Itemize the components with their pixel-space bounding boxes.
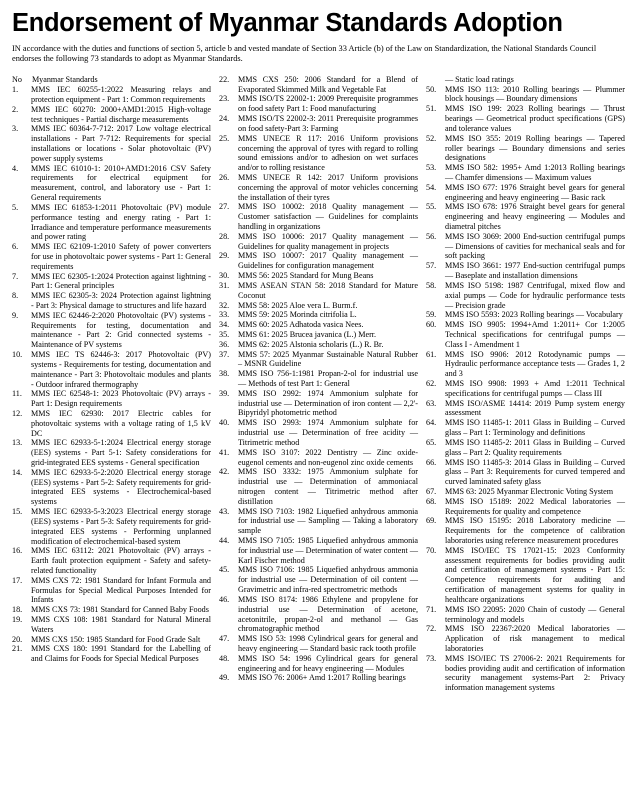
item-number: 27. (219, 202, 230, 212)
item-number: 31. (219, 280, 230, 290)
list-item (12, 85, 211, 105)
item-text: MMS ISO 199: 2023 Rolling bearings — Thrust bearings — Geometrical product specifications (GPS) and tolerance values (445, 104, 625, 133)
item-text: MMS ISO 678: 1976 Straight bevel gears for general engineering and heavy engineering — Modules and diametral pitches (445, 202, 625, 231)
item-text: MMS ISO 7105: 1985 Liquefied anhydrous ammonia for industrial use — Determination of water content — Karl Fischer method (238, 536, 418, 565)
item-text: MMS ISO 2993: 1974 Ammonium sulphate for industrial use — Determination of free acidity — Titrimetric method (238, 418, 418, 447)
list-item (12, 409, 211, 438)
item-text: MMS IEC 62933-5-3:2023 Electrical energy storage (EES) systems - Part 5-3: Safety requirements for grid-integrated EES systems - Performing unplanned modification of electrochemical-based system (31, 507, 211, 546)
item-text: MMS IEC 61010-1: 2010+AMD1:2016 CSV Safety requirements for electrical equipment for measurement, control, and laboratory use - Part 1: General requirements (31, 163, 211, 203)
item-number: 39. (219, 388, 230, 398)
item-text: MMS ISO 22367:2020 Medical laboratories — Application of risk management to medical laboratories (445, 624, 625, 653)
list-item (426, 350, 625, 379)
item-text: MMS IEC 60270: 2000+AMD1:2015 High-voltage test techniques - Partial discharge measurements (31, 104, 211, 124)
item-text: MMS ISO 11485-3: 2014 Glass in Building – Curved glass – Part 3: Requirements for curved tempered and curved laminated safety glass (445, 457, 625, 487)
item-number: 13. (12, 438, 23, 448)
list-item (219, 281, 418, 301)
item-text: MMS IEC 60364-7-712: 2017 Low voltage electrical installations - Part 7-712: Requirements for special installations or locations - Solar photovoltaic (PV) power supply systems (31, 124, 211, 163)
item-text: MMS CXS 150: 1985 Standard for Food Grade Salt (31, 634, 201, 644)
list-item (219, 134, 418, 173)
item-number: 59. (426, 310, 437, 320)
item-text: MMS ISO/TS 22002-1: 2009 Prerequisite programmes on food safety Part 1: Food manufacturing (238, 94, 418, 114)
item-number: 28. (219, 231, 230, 241)
header-no: No (12, 74, 22, 84)
item-text: MMS ASEAN STAN 58: 2018 Standard for Mature Coconut (238, 280, 418, 300)
list-item (12, 124, 211, 163)
item-number: 23. (219, 94, 230, 104)
list-item (426, 605, 625, 625)
list-item (219, 301, 418, 311)
item-text: MMS ISO 9905: 1994+Amd 1:2011+ Cor 1:2005 Technical specifications for centrifugal pumps — Class I - Amendment 1 (445, 320, 625, 349)
list-item (426, 624, 625, 653)
list-item (219, 330, 418, 340)
list-item (219, 369, 418, 389)
item-text: MMS IEC 62305-1:2024 Protection against lightning - Part 1: General principles (31, 271, 211, 291)
item-text: MMS ISO 7106: 1985 Liquefied anhydrous ammonia for industrial use — Determination of oil content — Gravimetric and infra-red spectrometric methods (238, 565, 418, 595)
item-number: 36. (219, 339, 230, 349)
item-text: MMS ISO 5198: 1987 Centrifugal, mixed flow and axial pumps — Code for hydraulic performance tests — Precision grade (445, 280, 625, 310)
list-item (426, 497, 625, 517)
item-number: 9. (12, 310, 19, 320)
list-item (12, 615, 211, 635)
list-item (219, 418, 418, 447)
list-item (12, 242, 211, 271)
item-text: MMS ISO 3661: 1977 End-suction centrifugal pumps — Baseplate and installation dimensions (445, 261, 625, 281)
item-text: MMS 61: 2025 Brucea javanica (L.) Merr. (238, 329, 377, 339)
item-number: 52. (426, 133, 437, 143)
item-number: 71. (426, 604, 437, 614)
item-number: 19. (12, 615, 23, 624)
intro-paragraph: IN accordance with the duties and functions of section 5, article b and vested mandate of Section 33 Article (b) of the Law on Standardization, the National Standards Council endorses the following 73 standards to adopt as Myanmar Standards. (12, 44, 597, 64)
item-number: 10. (12, 350, 23, 360)
list-item (426, 516, 625, 545)
list-item (219, 350, 418, 370)
item-number: 3. (12, 124, 19, 134)
item-number: 24. (219, 114, 230, 124)
list-item (219, 673, 418, 683)
item-number: 17. (12, 575, 23, 585)
item-number: 62. (426, 379, 437, 388)
item-number: 66. (426, 457, 437, 467)
list-item (219, 114, 418, 134)
item-number: 68. (426, 496, 437, 506)
item-text: MMS 63: 2025 Myanmar Electronic Voting System (445, 486, 614, 496)
header-label: Myanmar Standards (31, 74, 98, 84)
item-text: MMS ISO 10002: 2018 Quality management — Customer satisfaction — Guidelines for complaints handling in organizations (238, 202, 418, 231)
item-number: 50. (426, 84, 437, 94)
item-number: 35. (219, 329, 230, 339)
column-3 (426, 75, 625, 693)
item-text: MMS ISO 3069: 2000 End-suction centrifugal pumps — Dimensions of cavities for mechanical seals and for soft packing (445, 231, 625, 261)
item-number: 44. (219, 536, 230, 545)
item-number: 40. (219, 418, 230, 428)
item-number: 26. (219, 172, 230, 182)
list-item (12, 576, 211, 605)
list-item (12, 105, 211, 125)
item-number: 20. (12, 634, 23, 644)
item-text: MMS ISO 355: 2019 Rolling bearings — Tapered roller bearings — Boundary dimensions and series designations (445, 133, 625, 163)
item-number: 16. (12, 546, 23, 556)
item-number: 60. (426, 320, 437, 330)
list-item (12, 438, 211, 467)
item-text: MMS UNECE R 142: 2017 Uniform provisions concerning the approval of motor vehicles concerning the installation of their tyres (238, 172, 418, 202)
list-item (219, 565, 418, 594)
list-item (12, 468, 211, 507)
item-number: 47. (219, 634, 230, 644)
list-item (219, 173, 418, 202)
item-text: MMS CXS 73: 1981 Standard for Canned Baby Foods (31, 605, 209, 615)
item-text: MMS IEC 62548-1: 2023 Photovoltaic (PV) arrays - Part 1: Design requirements (31, 389, 211, 409)
item-text: MMS ISO 8174: 1986 Ethylene and propylene for industrial use — Determination of acetone, acetonitrile, propan-2-ol and methanol — Gas chromatographic method (238, 594, 418, 634)
item-text: MMS ISO 2992: 1974 Ammonium sulphate for industrial use — Determination of iron content — 2,2'- Bipyridyl photometric method (238, 388, 418, 418)
column-2 (219, 75, 418, 693)
item-text: MMS IEC 62930: 2017 Electric cables for photovoltaic systems with a voltage rating of 1,5 kV DC (31, 408, 211, 438)
item-number: 72. (426, 624, 437, 634)
column-1 (12, 75, 211, 693)
list-item (219, 202, 418, 231)
item-text: MMS ISO 7103: 1982 Liquefied anhydrous ammonia for industrial use — Sampling — Taking a laboratory sample (238, 506, 418, 536)
item-number: 37. (219, 349, 230, 359)
list-item (426, 379, 625, 399)
item-number: 33. (219, 310, 230, 320)
item-number: 57. (426, 261, 437, 271)
item-text: MMS 58: 2025 Aloe vera L. Burm.f. (238, 300, 358, 310)
item-text: MMS 57: 2025 Myanmar Sustainable Natural Rubber – MSNR Guideline (238, 349, 418, 369)
item-text: MMS IEC 63112: 2021 Photovoltaic (PV) arrays - Earth fault protection equipment - Safety and safety-related functionality (31, 546, 211, 575)
item-text: MMS ISO 22095: 2020 Chain of custody — General terminology and models (445, 604, 625, 624)
list-item (12, 507, 211, 546)
item-text: MMS IEC 62933-5-2:2020 Electrical energy storage (EES) systems - Part 5-2: Safety requirements for grid-integrated EES systems - Electrochemical-based systems (31, 467, 211, 507)
item-text: MMS 59: 2025 Morinda citrifolia L. (238, 310, 357, 320)
item-text: MMS IEC 60255-1:2022 Measuring relays and protection equipment - Part 1: Common requirements (31, 85, 211, 104)
list-item (426, 183, 625, 203)
item-text: MMS ISO 15195: 2018 Laboratory medicine — Requirements for the competence of calibration laboratories using reference measurement procedures (445, 516, 625, 545)
list-item (219, 654, 418, 674)
list-item (12, 605, 211, 615)
item-text: MMS ISO 15189: 2022 Medical laboratories — Requirements for quality and competence (445, 496, 625, 516)
list-item (12, 350, 211, 389)
item-number: 54. (426, 182, 437, 192)
item-text: MMS ISO/IEC TS 17021-15: 2023 Conformity assessment requirements for bodies providing audit and certification of management systems - Part 15: Competence requirements for auditing and certification of management systems for quality in healthcare organizations (445, 545, 625, 604)
item-text: MMS ISO 11485-2: 2011 Glass in Building – Curved glass – Part 2: Quality requirements (445, 437, 625, 457)
list-item (426, 546, 625, 605)
item-text: MMS IEC TS 62446-3: 2017 Photovoltaic (PV) systems - Requirements for testing, documentation and maintenance - Part 3: Photovoltaic modules and plants - Outdoor infrared thermography (31, 350, 211, 389)
item-text: MMS 60: 2025 Adhatoda vasica Nees. (238, 320, 364, 330)
list-item (219, 536, 418, 565)
list-item (426, 104, 625, 133)
item-number: 4. (12, 163, 19, 173)
item-number: 41. (219, 447, 230, 457)
item-number: 32. (219, 300, 230, 310)
item-number: 34. (219, 320, 230, 330)
item-text: MMS ISO 3107: 2022 Dentistry — Zinc oxide-eugenol cements and non-eugenol zinc oxide cements (238, 447, 418, 467)
item-text: MMS ISO/ASME 14414: 2019 Pump system energy assessment (445, 398, 625, 418)
item-text: MMS ISO 5593: 2023 Rolling bearings — Vocabulary (445, 310, 623, 320)
item-text: MMS ISO/TS 22002-3: 2011 Prerequisite programmes on food safety-Part 3: Farming (238, 114, 418, 133)
list-item (426, 458, 625, 487)
item-number: 53. (426, 163, 437, 173)
list-item (426, 202, 625, 231)
standards-list (12, 75, 625, 693)
item-text: MMS ISO 9908: 1993 + Amd 1:2011 Technical specifications for centrifugal pumps — Class III (445, 379, 625, 398)
item-number: 15. (12, 507, 23, 517)
item-number: 11. (12, 389, 22, 399)
list-item (426, 85, 625, 105)
list-item (219, 507, 418, 536)
list-item (219, 94, 418, 114)
list-item (426, 438, 625, 458)
item-text: MMS ISO 677: 1976 Straight bevel gears for general engineering and heavy engineering — Basic rack (445, 182, 625, 202)
item-number: 73. (426, 653, 437, 663)
page-title: Endorsement of Myanmar Standards Adoption (12, 9, 563, 37)
list-item (12, 272, 211, 292)
item-text: MMS ISO 756-1:1981 Propan-2-ol for industrial use — Methods of test Part 1: General (238, 369, 418, 388)
list-item (219, 467, 418, 506)
list-item (426, 134, 625, 163)
list-item (12, 291, 211, 311)
item-text: MMS IEC 62446-2:2020 Photovoltaic (PV) systems - Requirements for testing, documentation and maintenance - Part 2: Grid connected systems - Maintenance of PV systems (31, 310, 211, 350)
item-number: 30. (219, 271, 230, 281)
item-number: 22. (219, 74, 230, 84)
list-item (426, 487, 625, 497)
item-number: 65. (426, 437, 437, 447)
list-item (219, 232, 418, 252)
list-item (12, 203, 211, 242)
item-text: MMS ISO 582: 1995+ Amd 1:2013 Rolling bearings — Chamfer dimensions — Maximum values (445, 163, 625, 182)
item-number: 48. (219, 653, 230, 663)
item-text: MMS ISO 10007: 2017 Quality management — Guidelines for configuration management (238, 251, 418, 271)
item-number: 64. (426, 418, 437, 428)
item-text: MMS ISO 76: 2006+ Amd 1:2017 Rolling bearings (238, 673, 406, 683)
item-number: 49. (219, 673, 230, 683)
item-text: MMS ISO 3332: 1975 Ammonium sulphate for industrial use — Determination of ammoniacal nitrogen content — Titrimetric method after distillation (238, 467, 418, 506)
item-number: 46. (219, 594, 230, 604)
item-text: MMS 62: 2025 Alstonia scholaris (L.) R. Br. (238, 339, 384, 349)
list-item (12, 164, 211, 203)
item-number: 67. (426, 486, 437, 496)
list-item (426, 399, 625, 419)
item-text: MMS ISO 113: 2010 Rolling bearings — Plummer block housings — Boundary dimensions (445, 84, 625, 104)
list-item (219, 310, 418, 320)
item-number: 38. (219, 369, 230, 379)
item-number: 69. (426, 516, 437, 526)
list-item (12, 389, 211, 409)
item-number: 5. (12, 202, 19, 212)
item-number: 55. (426, 202, 437, 212)
list-header (12, 75, 211, 85)
list-item (219, 320, 418, 330)
list-item (219, 448, 418, 468)
list-item (12, 635, 211, 645)
item-text: MMS IEC 62305-3: 2024 Protection against lightning - Part 3: Physical damage to structures and life hazard (31, 291, 211, 310)
item-number: 70. (426, 545, 437, 555)
list-item (219, 595, 418, 634)
item-number: 14. (12, 467, 23, 477)
item-number: 61. (426, 349, 437, 359)
item-text: MMS IEC 62109-1:2010 Safety of power converters for use in photovoltaic power systems - Part 1: General requirements (31, 242, 211, 271)
item-number: 29. (219, 251, 230, 261)
item-number: 8. (12, 291, 19, 301)
list-item (426, 654, 625, 693)
item-number: 6. (12, 242, 19, 252)
item-number: 12. (12, 408, 23, 418)
item-text: MMS CXS 250: 2006 Standard for a Blend of Evaporated Skimmed Milk and Vegetable Fat (238, 74, 418, 94)
list-item (426, 281, 625, 310)
list-item (219, 634, 418, 654)
list-item (426, 310, 625, 320)
item-number: 42. (219, 467, 230, 477)
item-text: MMS ISO/IEC TS 27006-2: 2021 Requirements for bodies providing audit and certification of information security management systems-Part 2: Privacy information management systems (445, 653, 625, 693)
list-item (219, 75, 418, 95)
list-item (426, 320, 625, 349)
item-number: 45. (219, 565, 230, 575)
item-text: MMS CXS 72: 1981 Standard for Infant Formula and Formulas for Special Medical Purposes Intended for Infants (31, 575, 211, 605)
item-text: MMS ISO 11485-1: 2011 Glass in Building – Curved glass – Part 1: Terminology and definitions (445, 418, 625, 438)
item-number: 2. (12, 104, 19, 114)
list-item (426, 261, 625, 281)
item-number: 58. (426, 280, 437, 290)
item-text: MMS ISO 53: 1998 Cylindrical gears for general and heavy engineering — Standard basic rack tooth profile (238, 634, 418, 653)
item-text: MMS ISO 9906: 2012 Rotodynamic pumps — Hydraulic performance acceptance tests — Grades 1, 2 and 3 (445, 349, 625, 379)
item-text: MMS UNECE R 117: 2016 Uniform provisions concerning the approval of tyres with regard to rolling sound emissions and/or to adhesion on wet surfaces and/or to rolling resistance (238, 133, 418, 173)
list-item (12, 546, 211, 575)
continued-text: — Static load ratings (445, 74, 514, 84)
list-item (426, 163, 625, 183)
item-number: 43. (219, 506, 230, 516)
item-number: 63. (426, 398, 437, 408)
item-number: 1. (12, 85, 19, 95)
item-text: MMS ISO 10006: 2017 Quality management — Guidelines for quality management in projects (238, 231, 418, 251)
list-item (219, 389, 418, 418)
item-number: 21. (12, 644, 23, 654)
list-item (219, 340, 418, 350)
item-text: MMS 56: 2025 Standard for Mung Beans (238, 271, 374, 281)
list-item (219, 251, 418, 271)
item-number: 18. (12, 605, 23, 615)
list-item (219, 271, 418, 281)
list-item (426, 232, 625, 261)
list-item (426, 418, 625, 438)
list-item (12, 311, 211, 350)
item-text: MMS CXS 180: 1991 Standard for the Labelling of and Claims for Foods for Special Medical Purposes (31, 644, 211, 664)
item-text: MMS CXS 108: 1981 Standard for Natural Mineral Waters (31, 615, 211, 634)
item-number: 25. (219, 133, 230, 143)
item-number: 51. (426, 104, 437, 114)
item-number: 7. (12, 271, 19, 281)
item-text: MMS IEC 61853-1:2011 Photovoltaic (PV) module performance testing and energy rating - Part 1: Irradiance and temperature performance measurements and power rating (31, 202, 211, 242)
item-text: MMS IEC 62933-5-1:2024 Electrical energy storage (EES) systems - Part 5-1: Safety considerations for grid-integrated EES systems - General specification (31, 438, 211, 467)
item-number: 56. (426, 231, 437, 241)
list-item (12, 644, 211, 664)
item-text: MMS ISO 54: 1996 Cylindrical gears for general engineering and for heavy engineering — Modules (238, 653, 418, 673)
